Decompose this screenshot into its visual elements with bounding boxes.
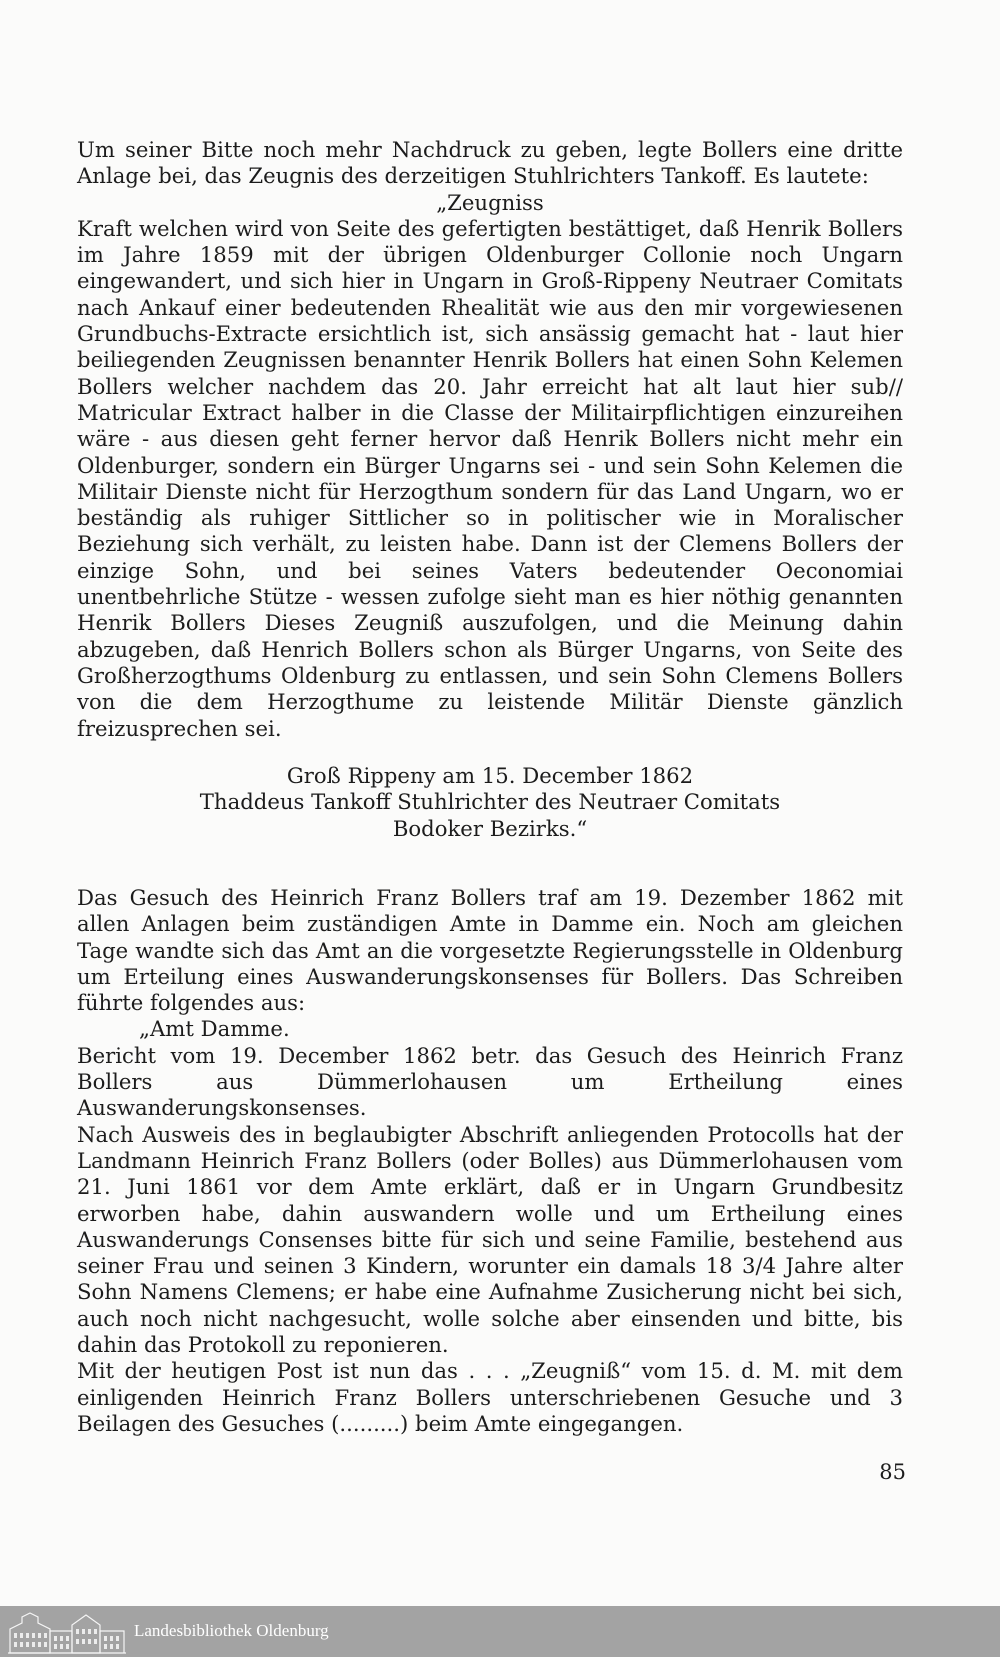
library-footer-bar (0, 1606, 1000, 1657)
main-text-upper (77, 137, 903, 742)
library-name: Landesbibliothek Oldenburg (134, 1621, 329, 1640)
signature-place-date: Groß Rippeny am 15. December 1862 (286, 763, 694, 788)
certificate-body: Kraft welchen wird von Seite des gefertigten bestättiget, daß Henrik Bollers im Jahre 1859 mit der übrigen Oldenburger Collonie noch Ungarn eingewandert, und sich hier in Ungarn in Groß-Rippeny Neutraer Comitats nach Ankauf einer bedeutenden Rhealität wie aus den mir vorgewiesenen Grundbuchs-Extracte ersichtlich ist, sich ansässig gemacht hat - laut hier beiliegenden Zeugnissen benannter Henrik Bollers hat einen Sohn Kelemen Bollers welcher nachdem das 20. Jahr erreicht hat alt laut hier sub// Matricular Extract halber in die Classe der Militairpflichtigen einzureihen wäre - aus diesen geht ferner hervor daß Henrik Bollers nicht mehr ein Oldenburger, sondern ein Bürger Ungarns sei - und sein Sohn Kelemen die Militair Dienste nicht für Herzogthum sondern für das Land Ungarn, wo er beständig als ruhiger Sittlicher so in politischer wie in Moralischer Beziehung sich verhält, zu leisten habe. Dann ist der Clemens Bollers der einzige Sohn, und bei seines Vaters bedeutender Oeconomiai unentbehrliche Stütze - wessen zufolge sieht man es hier nöthig genannten Henrik Bollers Dieses Zeugniß auszufolgen, und die Meinung dahin abzugeben, daß Henrich Bollers schon als Bürger Ungarns, von Seite des Großherzogthums Oldenburg zu entlassen, und sein Sohn Clemens Bollers von die dem Herzogthume zu leistende Militär Dienste gänzlich freizusprechen sei. (77, 215, 903, 741)
signature-signer: Thaddeus Tankoff Stuhlrichter des Neutraer Comitats (199, 789, 781, 815)
office-heading: „Amt Damme. (139, 1016, 290, 1042)
certificate-heading: „Zeugniss (436, 189, 544, 215)
protocol-paragraph: Nach Ausweis des in beglaubigter Abschrift anliegenden Protocolls hat der Landmann Heinrich Franz Bollers (oder Bolles) aus Dümmerlohausen vom 21. Juni 1861 vor dem Amte erklärt, daß er in Ungarn Grundbesitz erworben habe, dahin auswandern wolle und um Ertheilung eines Auswanderungs Consenses bitte für sich und seine Familie, bestehend aus seiner Frau und seinen 3 Kindern, worunter ein damals 18 3/4 Jahre alter Sohn Namens Clemens; er habe eine Aufnahme Zusicherung nicht bei sich, auch noch nicht nachgesucht, wolle solche aber einsenden und bitte, bis dahin das Protokoll zu reponieren. (77, 1121, 903, 1358)
signature-block (77, 763, 903, 842)
library-building-icon (8, 1609, 126, 1654)
signature-district: Bodoker Bezirks.“ (392, 815, 588, 841)
petition-intro: Das Gesuch des Heinrich Franz Bollers traf am 19. Dezember 1862 mit allen Anlagen beim zuständigen Amte in Damme ein. Noch am gleichen Tage wandte sich das Amt an die vorgesetzte Regierungsstelle in Oldenburg um Erteilung eines Auswanderungskonsenses für Bollers. Das Schreiben führte folgendes aus: (77, 885, 903, 1016)
post-paragraph: Mit der heutigen Post ist nun das . . . „Zeugniß“ vom 15. d. M. mit dem einligenden Heinrich Franz Bollers unterschriebenen Gesuche und 3 Beilagen des Gesuches (.........) beim Amte eingegangen. (77, 1358, 903, 1436)
main-text-lower (77, 885, 903, 1437)
letter-intro: Um seiner Bitte noch mehr Nachdruck zu geben, legte Bollers eine dritte Anlage bei, das Zeugnis des derzeitigen Stuhlrichters Tankoff. Es lautete: (77, 137, 903, 189)
page-number: 85 (879, 1460, 906, 1484)
report-paragraph: Bericht vom 19. December 1862 betr. das Gesuch des Heinrich Franz Bollers aus Dümmerlohausen um Ertheilung eines Auswanderungskonsenses. (77, 1042, 903, 1121)
